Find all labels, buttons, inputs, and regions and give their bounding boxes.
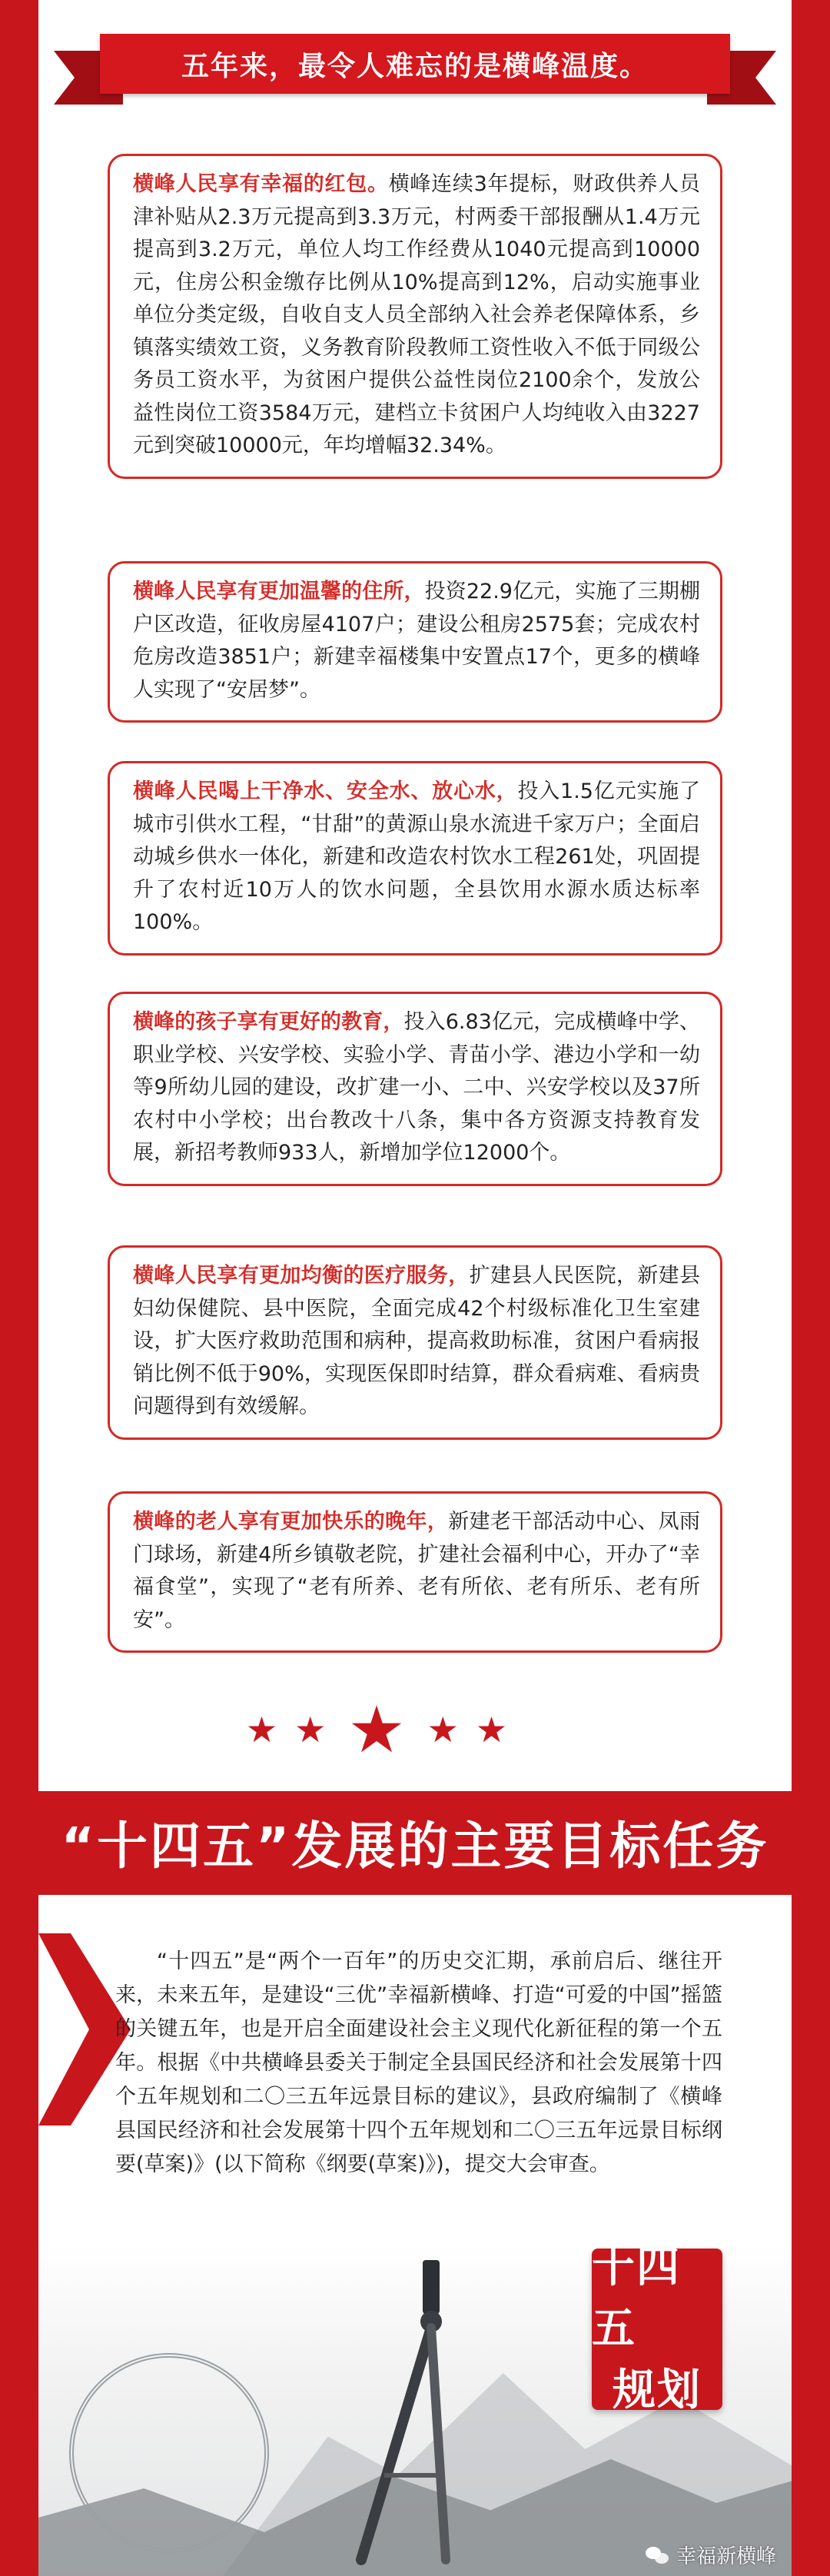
star-icon: ★ — [294, 1709, 327, 1750]
intro-paragraph: “十四五”是“两个一百年”的历史交汇期，承前启后、继往开来，未来五年，是建设“三优”幸福新横峰、打造“可爱的中国”摇篮的关键五年，也是开启全面建设社会主义现代化新征程的第一个五年。根据《中共横峰县委关于制定全县国民经济和社会发展第十四个五年规划和二〇三五年远景目标的建议》，县政府编制了《横峰县国民经济和社会发展第十四个五年规划和二〇三五年远景目标纲要(草案)》(以下简称《纲要(草案)》)，提交大会审查。 — [115, 1949, 722, 2176]
box-elderly — [108, 1491, 722, 1653]
box-lead: 横峰人民享有幸福的红包。 — [133, 172, 389, 196]
watermark-text: 幸福新横峰 — [676, 2545, 776, 2568]
star-icon: ★ — [245, 1709, 278, 1750]
wechat-icon — [646, 2545, 670, 2565]
star-icon: ★ — [475, 1709, 508, 1750]
title-ribbon — [100, 34, 730, 100]
box-body: 新建老干部活动中心、凤雨门球场，新建4所乡镇敬老院，扩建社会福利中心，开办了“幸福食堂”，实现了“老有所养、老有所依、老有所乐、老有所安”。 — [133, 1510, 701, 1632]
ribbon-body — [100, 34, 730, 94]
compass-dial-icon — [69, 2353, 269, 2553]
drafting-compass-icon — [330, 2245, 530, 2568]
star-divider — [0, 1692, 753, 1767]
box-body: 扩建县人民医院，新建县妇幼保健院、县中医院，全面完成42个村级标准化卫生室建设，扩大医疗救助范围和病种，提高救助标准，贫困户看病报销比例不低于90%，实现医保即时结算，群众看病难、看病贵问题得到有效缓解。 — [133, 1264, 701, 1418]
section-title: “十四五”发展的主要目标任务 — [61, 1816, 769, 1876]
box-text — [133, 576, 700, 706]
box-housing — [108, 561, 722, 723]
box-education — [108, 992, 722, 1186]
box-text — [133, 1260, 700, 1424]
box-body: 投入6.83亿元，完成横峰中学、职业学校、兴安学校、实验小学、青苗小学、港边小学和一幼等9所幼儿园的建设，改扩建一小、二中、兴安学校以及37所农村中小学校；出台教改十八条，集中各方资源支持教育发展，新招考教师933人，新增加学位12000个。 — [133, 1010, 700, 1165]
right-red-border — [792, 0, 830, 2576]
section-intro — [115, 1945, 722, 2182]
plan-badge — [592, 2242, 722, 2415]
box-text — [133, 1006, 700, 1170]
box-body: 投入1.5亿元实施了城市引供水工程，“甘甜”的黄源山泉水流进千家万户；全面启动城乡供水一体化，新建和改造农村饮水工程261处，巩固提升了农村近10万人的饮水问题，全县饮用水源水质达标率100%。 — [133, 779, 700, 934]
wechat-watermark — [646, 2541, 776, 2569]
box-text — [133, 776, 700, 939]
star-icon: ★ — [347, 1692, 406, 1767]
box-medical — [108, 1245, 722, 1440]
box-lead: 横峰的孩子享有更好的教育， — [133, 1010, 404, 1034]
box-body: 横峰连续3年提标，财政供养人员津补贴从2.3万元提高到3.3万元，村两委干部报酬从1.4万元提高到3.2万元，单位人均工作经费从1040元提高到10000元，住房公积金缴存比例从10%提高到12%，启动实施事业单位分类定级，自收自支人员全部纳入社会养老保障体系，乡镇落实绩效工资，义务教育阶段教师工资性收入不低于同级公务员工资水平，为贫困户提供公益性岗位2100余个，发放公益性岗位工资3584万元，建档立卡贫困户人均纯收入由3227元到突破10000元，年均增幅32.34%。 — [133, 172, 700, 457]
box-lead: 横峰人民享有更加均衡的医疗服务， — [133, 1264, 470, 1288]
box-body: 投资22.9亿元，实施了三期棚户区改造，征收房屋4107户；建设公租房2575套；完成农村危房改造3851户；新建幸福楼集中安置点17个，更多的横峰人实现了“安居梦”。 — [133, 580, 700, 702]
box-text — [133, 168, 700, 463]
star-icon: ★ — [427, 1709, 459, 1750]
box-text — [133, 1506, 700, 1637]
box-lead: 横峰的老人享有更加快乐的晚年， — [133, 1510, 449, 1534]
left-red-border — [0, 0, 38, 2576]
box-red-envelope — [108, 154, 722, 479]
ribbon-title: 五年来，最令人难忘的是横峰温度。 — [181, 50, 649, 82]
box-lead: 横峰人民享有更加温馨的住所， — [133, 580, 425, 603]
box-water — [108, 761, 722, 956]
box-lead: 横峰人民喝上干净水、安全水、放心水， — [133, 779, 518, 803]
badge-line-1: 十四五 — [592, 2242, 681, 2354]
badge-line-2: 规划 — [613, 2365, 702, 2415]
